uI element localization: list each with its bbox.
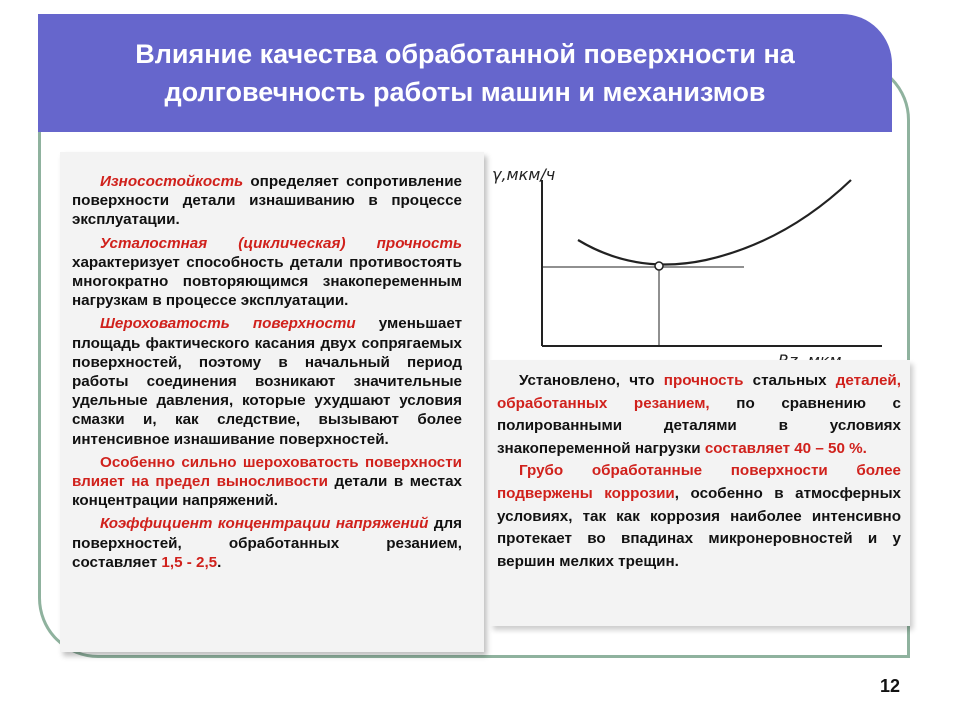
left-text: [72, 172, 462, 576]
paragraph-endurance-limit: Особенно сильно шероховатость поверхности влияет на предел выносливости детали в местах концентрации напряжений.: [72, 453, 463, 510]
wear-roughness-graph: [486, 150, 896, 375]
paragraph-fatigue-strength: Усталостная (циклическая) прочность характеризует способность детали противостоять многократно повторяющимся знакопеременным нагрузкам в процессе эксплуатации.: [72, 234, 462, 310]
paragraph-roughness: Шероховатость поверхности уменьшает площадь фактического касания двух сопрягаемых поверхностей, поэтому в начальный период работы соединения возникают значительные удельные давления, которые ухудшают условия смазки и, как следствие, вызывают более интенсивное изнашивание поверхностей.: [72, 315, 463, 448]
title-banner: [38, 14, 892, 132]
paragraph-strength-reduction: Установлено, что прочность стальных деталей, обработанных резанием, по сравнению с полированными деталями в условиях знакопеременной нагрузки составляет 40 – 50 %.: [497, 372, 901, 457]
slide-title: Влияние качества обработанной поверхности на долговечность работы машин и механизмов: [135, 39, 795, 107]
page-number: 12: [880, 676, 901, 696]
paragraph-corrosion: Грубо обработанные поверхности более подвержены коррозии, особенно в атмосферных условиях, так как коррозия наиболее интенсивно протекает во впадинах микронеровностей и у вершин мелких трещин.: [497, 462, 901, 570]
y-axis-label: γ,мкм/ч: [492, 165, 556, 184]
paragraph-stress-concentration: Коэффициент концентрации напряжений для поверхностей, обработанных резанием, составляет 1,5 - 2,5.: [72, 515, 462, 571]
paragraph-wear-resistance: Износостойкость определяет сопротивление поверхности детали изнашиванию в процессе эксплуатации.: [72, 173, 462, 229]
right-text: [497, 370, 901, 573]
minimum-point: [655, 262, 663, 270]
wear-curve: [578, 180, 851, 265]
